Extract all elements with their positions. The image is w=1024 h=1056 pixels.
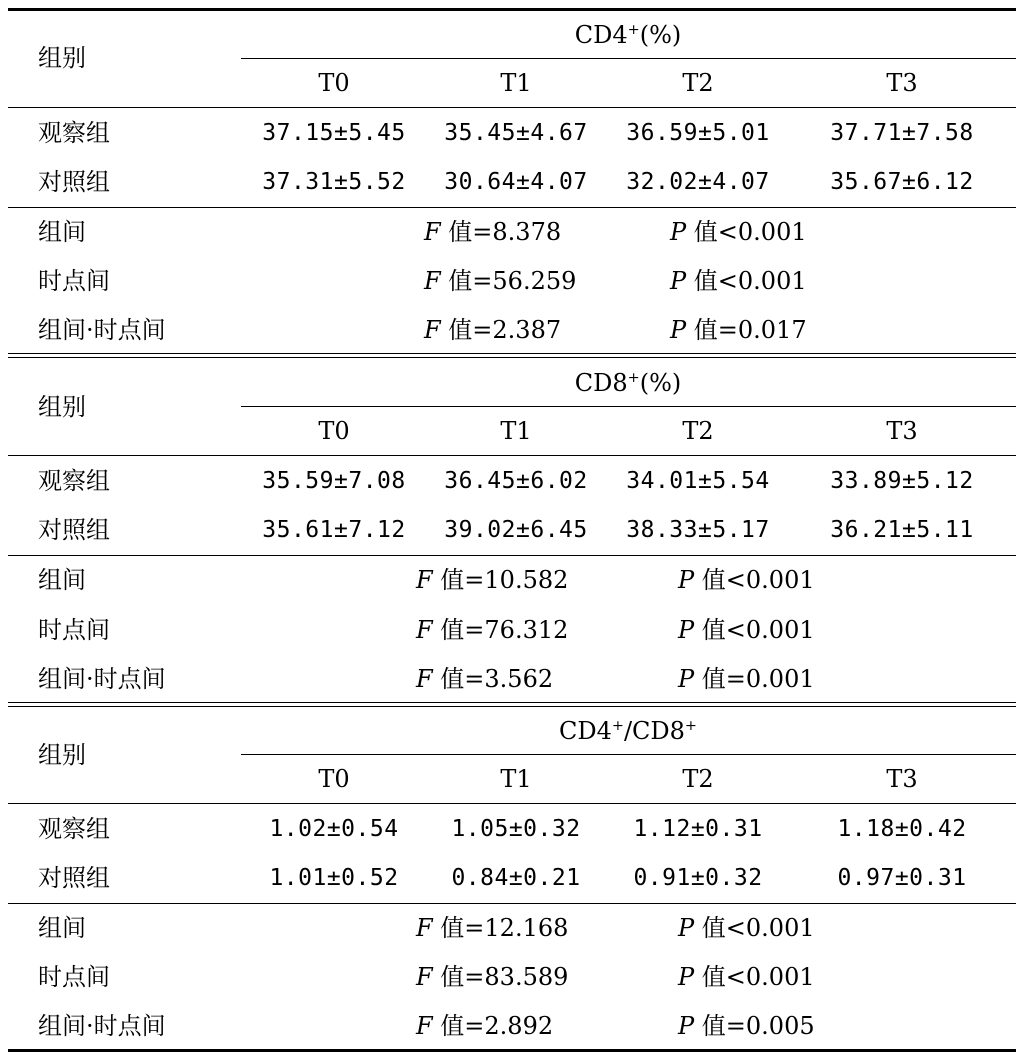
value-cell: 35.67±6.12: [830, 169, 974, 195]
stat-label: 组间·时点间: [38, 1012, 166, 1040]
group-header: 组别: [38, 393, 86, 421]
f-symbol: F: [416, 1012, 433, 1040]
time-header: T2: [682, 69, 714, 97]
f-value: 值=3.562: [440, 665, 554, 693]
p-stat: [678, 952, 815, 1002]
time-header: T3: [886, 417, 918, 445]
f-value: 值=8.378: [448, 218, 562, 246]
f-symbol: F: [424, 218, 441, 246]
f-value: 值=10.582: [440, 566, 569, 594]
p-stat: [678, 1001, 815, 1051]
value-cell: 32.02±4.07: [626, 169, 770, 195]
value-cell: 39.02±6.45: [444, 517, 588, 543]
value-cell: 35.45±4.67: [444, 120, 588, 146]
stat-label: 时点间: [38, 267, 110, 295]
row-label: 对照组: [38, 864, 110, 892]
f-value: 值=56.259: [448, 267, 577, 295]
time-header: T2: [682, 765, 714, 793]
value-cell: 35.59±7.08: [262, 468, 406, 494]
measure-base: CD4: [559, 717, 612, 745]
value-cell: 33.89±5.12: [830, 468, 974, 494]
f-value: 值=12.168: [440, 914, 569, 942]
section-rule-2b: [8, 706, 1016, 707]
group-header: 组别: [38, 44, 86, 72]
time-header: T3: [886, 69, 918, 97]
value-cell: 1.18±0.42: [837, 816, 967, 842]
time-header: T1: [500, 417, 532, 445]
f-stat: [416, 555, 568, 605]
p-stat: [678, 605, 815, 655]
f-stat: [416, 605, 568, 655]
value-cell: 36.59±5.01: [626, 120, 770, 146]
stat-label: 组间: [38, 914, 86, 942]
time-header: T3: [886, 765, 918, 793]
p-symbol: P: [678, 1012, 695, 1040]
f-value: 值=76.312: [440, 616, 569, 644]
p-stat: [678, 555, 815, 605]
measure-sup: +: [627, 370, 640, 386]
time-header: T0: [318, 765, 350, 793]
stat-label: 组间·时点间: [38, 665, 166, 693]
time-header: T2: [682, 417, 714, 445]
value-cell: 1.01±0.52: [269, 865, 399, 891]
p-value: 值=0.001: [701, 665, 815, 693]
p-stat: [670, 256, 807, 306]
p-value: 值<0.001: [701, 963, 815, 991]
p-symbol: P: [670, 218, 687, 246]
f-stat: [424, 207, 561, 257]
p-stat: [678, 654, 815, 704]
value-cell: 1.12±0.31: [633, 816, 763, 842]
p-value: 值<0.001: [693, 267, 807, 295]
value-cell: 1.02±0.54: [269, 816, 399, 842]
value-cell: 36.45±6.02: [444, 468, 588, 494]
measure-suffix: (%): [639, 21, 682, 49]
stat-label: 时点间: [38, 963, 110, 991]
value-cell: 34.01±5.54: [626, 468, 770, 494]
row-label: 对照组: [38, 516, 110, 544]
measure-suffix: (%): [639, 369, 682, 397]
p-symbol: P: [678, 963, 695, 991]
measure-title: [559, 706, 697, 756]
f-stat: [416, 654, 553, 704]
f-symbol: F: [416, 914, 433, 942]
value-cell: 37.31±5.52: [262, 169, 406, 195]
measure-sup2: +: [684, 718, 697, 734]
p-value: 值<0.001: [693, 218, 807, 246]
value-cell: 30.64±4.07: [444, 169, 588, 195]
f-symbol: F: [424, 267, 441, 295]
time-header: T0: [318, 69, 350, 97]
f-symbol: F: [416, 566, 433, 594]
p-symbol: P: [670, 267, 687, 295]
value-cell: 38.33±5.17: [626, 517, 770, 543]
p-stat: [670, 305, 807, 355]
group-header: 组别: [38, 741, 86, 769]
f-value: 值=2.387: [448, 316, 562, 344]
time-header: T1: [500, 69, 532, 97]
value-cell: 35.61±7.12: [262, 517, 406, 543]
value-cell: 36.21±5.11: [830, 517, 974, 543]
p-symbol: P: [678, 566, 695, 594]
p-value: 值<0.001: [701, 914, 815, 942]
f-symbol: F: [416, 616, 433, 644]
section-rule-1b: [8, 357, 1016, 358]
p-stat: [678, 903, 815, 953]
measure-title: [575, 358, 681, 408]
f-value: 值=83.589: [440, 963, 569, 991]
f-symbol: F: [416, 963, 433, 991]
p-stat: [670, 207, 807, 257]
f-stat: [424, 256, 576, 306]
p-value: 值=0.005: [701, 1012, 815, 1040]
value-cell: 37.15±5.45: [262, 120, 406, 146]
f-value: 值=2.892: [440, 1012, 554, 1040]
f-stat: [424, 305, 561, 355]
value-cell: 0.97±0.31: [837, 865, 967, 891]
f-symbol: F: [424, 316, 441, 344]
time-header: T1: [500, 765, 532, 793]
p-symbol: P: [678, 616, 695, 644]
row-label: 对照组: [38, 168, 110, 196]
measure-mid: /CD8: [623, 717, 685, 745]
p-symbol: P: [678, 665, 695, 693]
f-stat: [416, 903, 568, 953]
value-cell: 37.71±7.58: [830, 120, 974, 146]
p-symbol: P: [678, 914, 695, 942]
measure-title: [575, 10, 681, 60]
stat-label: 组间·时点间: [38, 316, 166, 344]
value-cell: 0.84±0.21: [451, 865, 581, 891]
p-value: 值=0.017: [693, 316, 807, 344]
top-rule: [8, 8, 1016, 11]
p-value: 值<0.001: [701, 616, 815, 644]
f-stat: [416, 1001, 553, 1051]
p-value: 值<0.001: [701, 566, 815, 594]
row-label: 观察组: [38, 467, 110, 495]
measure-sup: +: [611, 718, 624, 734]
p-symbol: P: [670, 316, 687, 344]
measure-base: CD4: [574, 21, 628, 49]
measure-sup: +: [627, 22, 640, 38]
value-cell: 0.91±0.32: [633, 865, 763, 891]
value-cell: 1.05±0.32: [451, 816, 581, 842]
measure-base: CD8: [574, 369, 628, 397]
stat-label: 组间: [38, 218, 86, 246]
stat-label: 时点间: [38, 616, 110, 644]
stat-label: 组间: [38, 566, 86, 594]
row-label: 观察组: [38, 119, 110, 147]
row-label: 观察组: [38, 815, 110, 843]
time-header: T0: [318, 417, 350, 445]
f-stat: [416, 952, 568, 1002]
f-symbol: F: [416, 665, 433, 693]
